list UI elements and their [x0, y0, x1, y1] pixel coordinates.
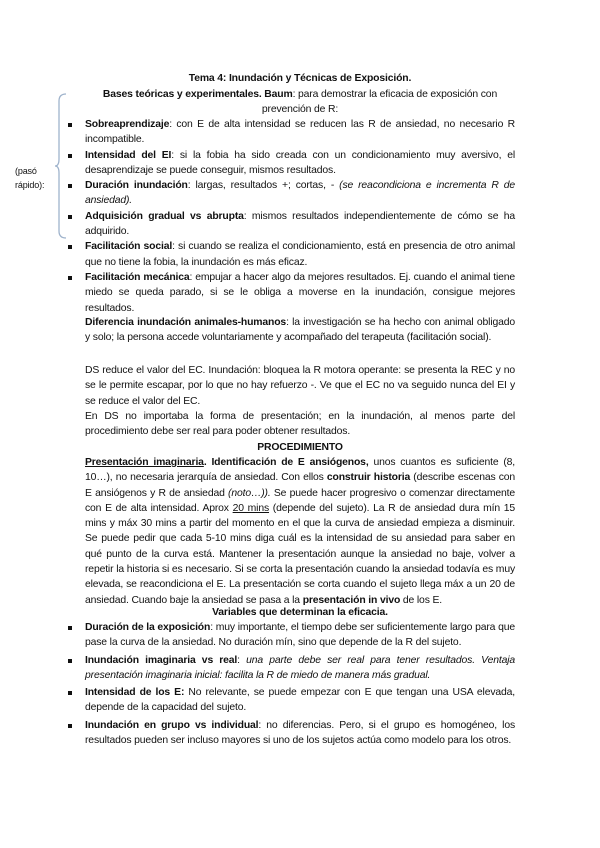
ds-paragraph-1	[85, 363, 515, 409]
item-title: Intensidad de los E:	[85, 687, 185, 699]
item-text: : empujar a hacer algo da mejores resultados. Ej. cuando el animal tiene miedo se queda parado, si se le obliga a moverse en la inundación, consigue mejores resultados.	[85, 271, 515, 314]
item-italic: una parte debe ser real para tener resultados. Ventaja presentación imaginaria inicial: facilita la R de miedo de manera más gradual.	[85, 654, 515, 681]
paragraph-bold: Diferencia inundación animales-humanos	[85, 317, 287, 328]
item-title: Inundación imaginaria vs real	[85, 654, 238, 666]
intro-text: : para demostrar la eficacia de exposición con prevención de R:	[261, 89, 498, 116]
item-title: Duración de la exposición	[85, 622, 211, 633]
paragraph-text: DS reduce el valor del EC. Inundación: bloquea la R motora operante: se presenta la REC y no se le permite escapar, por lo que no hay refuerzo -. Ve que el EC no va seguido nunca del EI y se reduce el valor del EC.	[85, 365, 515, 407]
side-note-line: rápido):	[15, 180, 45, 190]
heading-text: PROCEDIMIENTO	[257, 442, 343, 453]
page-title	[85, 71, 515, 86]
item-title: Facilitación social	[85, 241, 173, 253]
list-item	[85, 685, 515, 716]
ds-paragraph-2	[85, 409, 515, 440]
item-title: Facilitación mecánica	[85, 271, 190, 283]
section-heading-procedimiento	[85, 440, 515, 455]
list-item	[85, 718, 515, 749]
bold-term: presentación in vivo	[302, 594, 401, 606]
intro-bold: Bases teóricas y experimentales. Baum	[102, 89, 293, 100]
item-text: : largas, resultados +; cortas, -	[187, 180, 340, 192]
text: Se puede hacer progresivo o comenzar directamente con E de alta intensidad. Aprox	[85, 487, 515, 514]
paragraph-text: : la investigación se ha hecho con animal obligado y solo; la persona accede voluntariamente y acompañado del terapeuta (facilitación social).	[85, 317, 515, 344]
bullet-list-variables	[85, 620, 515, 750]
text: (describe escenas con E ansiógenos y R de ansiedad	[85, 472, 515, 499]
section-heading-variables	[85, 605, 515, 620]
procedimiento-paragraph	[85, 455, 515, 608]
text: (depende del sujeto). La R de ansiedad dura mín 15 mins y máx 30 mins a partir del momento en el que la curva de ansiedad empieza a disminuir. Se puede pedir que cada 5-10 mins diga cuál es la intensidad de su ansiedad para saber en qué punto de la curva está. Mantener la presentación aunque la ansiedad no baje, volver a repetir la historia si es necesario. Si se corta la presentación cuando la ansiedad todavía es muy elevada, se reacondiciona el E. La presentación se corta cuando el sujeto llega máx a un 20 de ansiedad. Cuando baje la ansiedad se pasa a la	[85, 502, 516, 606]
list-item	[85, 270, 515, 316]
curly-bracket-icon	[55, 93, 67, 239]
item-text: : con E de alta intensidad se reducen las R de ansiedad, no necesario R incompatible.	[85, 119, 515, 146]
item-italic: (se reacondiciona e incrementa R de ansiedad).	[85, 180, 515, 207]
list-item	[85, 178, 515, 209]
list-item	[85, 239, 515, 270]
item-title: Sobreaprendizaje	[85, 119, 170, 130]
bullet-list-bases	[85, 117, 515, 316]
diferencia-paragraph	[85, 315, 515, 346]
intro	[85, 87, 515, 118]
heading-text: Variables que determinan la eficacia.	[212, 607, 388, 618]
underlined-term: Presentación imaginaria	[85, 457, 204, 468]
list-item	[85, 653, 515, 684]
item-title: Duración inundación	[85, 180, 188, 192]
italic-text: (noto…)).	[228, 487, 271, 499]
side-note	[15, 164, 44, 192]
title-text: Tema 4: Inundación y Técnicas de Exposición.	[188, 73, 412, 84]
item-title: Intensidad del EI	[85, 149, 172, 161]
list-item	[85, 620, 515, 651]
item-text: : si la fobia ha sido creada con un condicionamiento muy aversivo, el desaprendizaje se puede conseguir, mismos resultados.	[85, 149, 515, 176]
item-text: : si cuando se realiza el condicionamiento, está en presencia de otro animal que no tiene la fobia, la inundación es más eficaz.	[85, 241, 515, 268]
bold-term: construir historia	[326, 472, 411, 484]
bold-term: . Identificación de E ansiógenos,	[203, 457, 369, 468]
list-item	[85, 148, 515, 179]
item-text: : muy importante, el tiempo debe ser suficientemente largo para que pase la curva de la ansiedad. No duración mín, sino que depende de la R del sujeto.	[85, 622, 515, 649]
list-item	[85, 209, 515, 240]
text: de los E.	[400, 594, 442, 606]
item-text: : mismos resultados independientemente de cómo se ha adquirido.	[85, 210, 515, 238]
side-note-line: (pasó	[15, 166, 37, 176]
item-title: Inundación en grupo vs individual	[85, 719, 259, 731]
item-text: :	[237, 654, 247, 666]
underlined-term: 20 mins	[232, 502, 270, 514]
item-text: : no diferencias. Pero, si el grupo es homogéneo, los resultados pueden ser incluso mayores si uno de los sujetos actúa como modelo para los otros.	[85, 719, 515, 747]
text: unos cuantos es suficiente (8, 10…), no necesaria jerarquía de ansiedad. Con ellos	[85, 457, 516, 484]
item-text: No relevante, se puede empezar con E que tengan una USA elevada, depende de la capacidad del sujeto.	[85, 687, 515, 714]
item-title: Adquisición gradual vs abrupta	[85, 210, 244, 222]
list-item	[85, 117, 515, 148]
paragraph-text: En DS no importaba la forma de presentación; en la inundación, al menos parte del procedimiento debe ser real para poder obtener resultados.	[85, 411, 515, 438]
